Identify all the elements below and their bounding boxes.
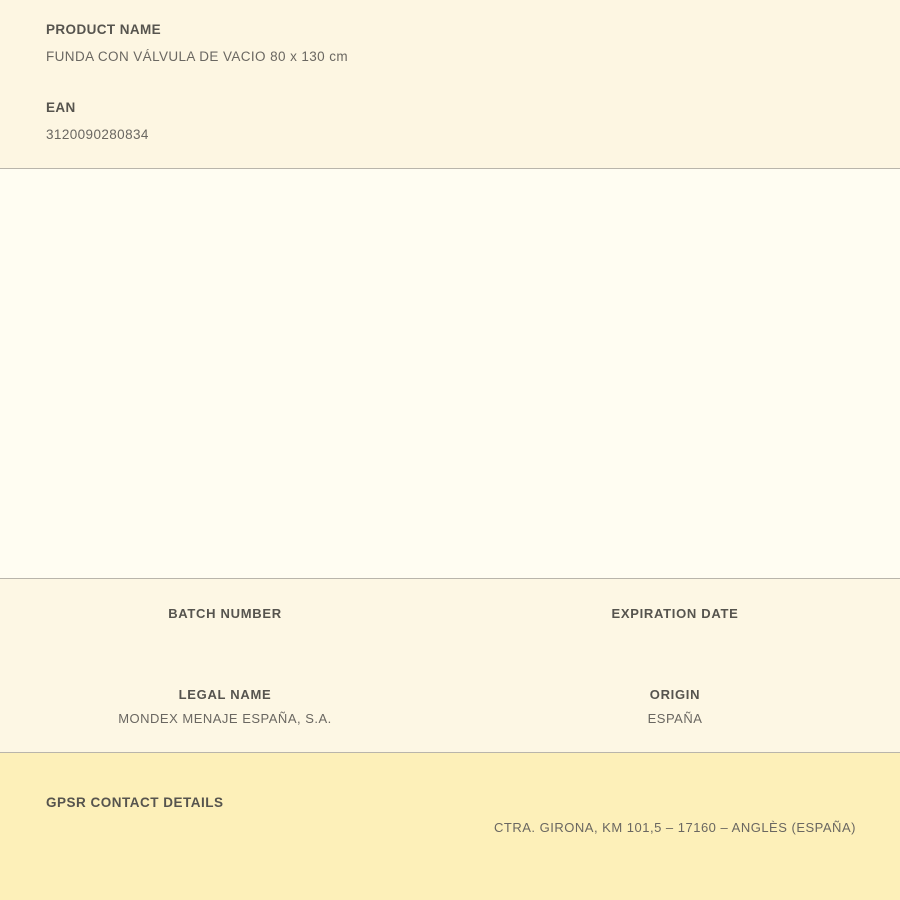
expiration-date-value	[450, 630, 900, 646]
expiration-date-cell	[450, 606, 900, 646]
legal-origin-row	[0, 687, 900, 727]
product-details-section	[0, 0, 900, 169]
product-name-value: FUNDA CON VÁLVULA DE VACIO 80 x 130 cm	[46, 49, 349, 64]
batch-expiration-row	[0, 606, 900, 646]
expiration-date-label: EXPIRATION DATE	[611, 606, 739, 621]
product-name-field	[46, 22, 900, 64]
batch-number-label: BATCH NUMBER	[168, 606, 282, 621]
legal-name-value: MONDEX MENAJE ESPAÑA, S.A.	[118, 711, 332, 726]
origin-value: ESPAÑA	[647, 711, 703, 726]
product-name-label: PRODUCT NAME	[46, 22, 162, 37]
ean-value: 3120090280834	[46, 127, 149, 142]
blank-content-area	[0, 169, 900, 578]
gpsr-contact-address: CTRA. GIRONA, KM 101,5 – 17160 – ANGLÈS (ESPAÑA)	[494, 820, 856, 835]
legal-name-label: LEGAL NAME	[178, 687, 272, 702]
ean-label: EAN	[46, 100, 76, 115]
batch-number-cell	[0, 606, 450, 646]
origin-cell	[450, 687, 900, 727]
batch-number-value	[0, 630, 450, 646]
origin-label: ORIGIN	[649, 687, 701, 702]
legal-name-cell	[0, 687, 450, 727]
gpsr-contact-label: GPSR CONTACT DETAILS	[46, 795, 224, 810]
ean-field	[46, 100, 900, 142]
